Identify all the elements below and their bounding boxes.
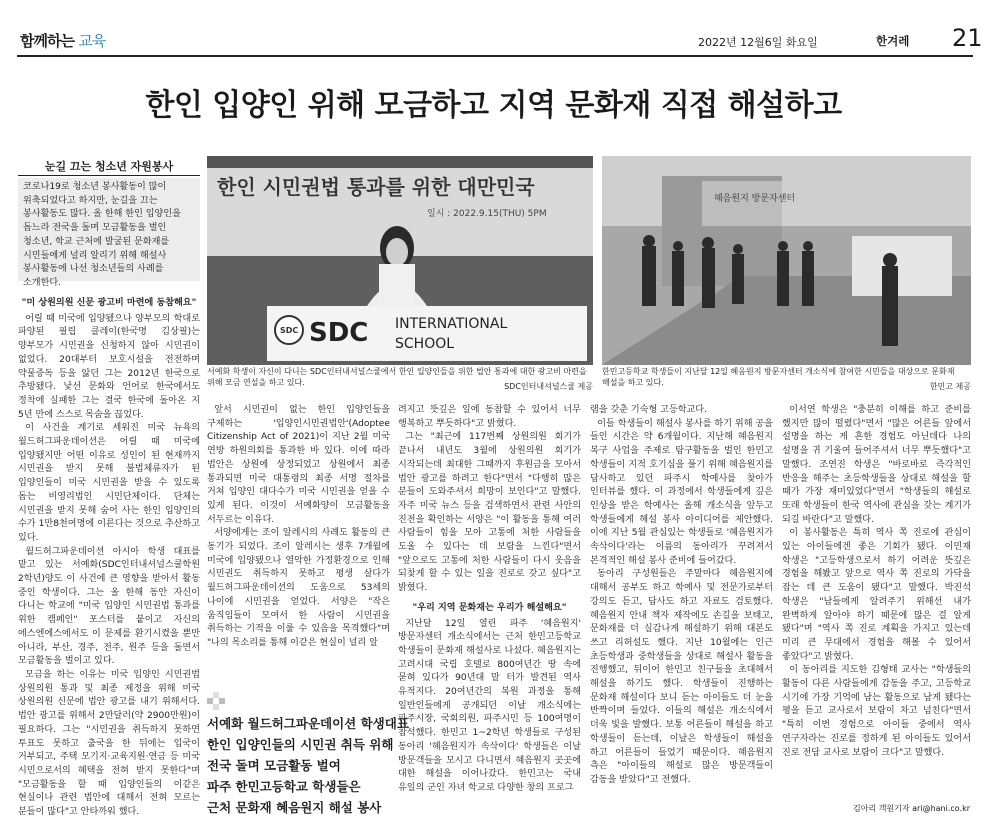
heritage-photo-image (602, 156, 971, 365)
article-paragraph: 모금을 하는 이유는 미국 입양인 시민권법 상원의원 통과 및 최종 제정을 위해 미국 상원의원 신문에 법안 광고를 내기 위해서다. 법안 광고를 위해서 2만달러(약 2900만원)이 필요하다. 그는 "시민권을 취득하지 못하면 투표도 못하고 출국을 한 뒤에는 입국이 거부되고, 주택 모기지·교육지원·연금 등 미국 시민으로서의 혜택을 전혀 받지 못한다"며 "모금활동을 할 때 입양인들의 이같은 현실이나 관련 법안에 대해서 전혀 모르는 분들이 많다"고 안타까워 했다. (18, 669, 200, 818)
intro-text: 코로나19로 청소년 봉사활동이 많이 위축되었다고 하지만, 눈길을 끄는 봉사활동도 많다. 올 한해 한인 입양인을 돕느라 전국을 돌며 모금활동을 벌인 청소년, 학교 근처에 발굴된 문화재를 시민들에게 널리 알리기 위해 해설사 봉사활동에 나선 청소년들의 사례를 소개한다. (23, 182, 181, 288)
section-sub-label: 교육 (78, 32, 106, 50)
section-label: 함께하는 (20, 32, 74, 50)
article-paragraph: 동아리 구성원들은 주말마다 혜음원지에 대해서 공부도 하고 학예사 및 전문가로부터 강의도 듣고, 답사도 하고 자료도 검토했다. 혜음원지 안내 책자 제작에도 손길을 보태고, 문화재를 더 실감나게 해설하기 위해 대본도 쓰고 리허설도 했다. 지난 10월에는 인근 초등학생과 중학생들을 상대로 해설사 활동을 진행했고, 뒤이어 한민고 친구들을 초대해서 해설을 하기도 했다. 학생들이 진행하는 문화재 해설이다 보니 듣는 아이들도 더 눈을 반짝이며 들었다. 이들의 해설은 개소식에서 더욱 빛을 발했다. 보통 어른들이 해설을 하고 학생들이 듣는데, 이날은 학생들이 해설을 하고 어른들이 들었기 때문이다. 혜음원지 측은 "아이들의 해설로 많은 방문객들이 감동을 받았다"고 전했다. (590, 569, 773, 785)
article-column-2 (207, 404, 390, 668)
photo-speech (207, 156, 593, 365)
podium-logo-text: SDC (309, 318, 369, 348)
article-subhead: "미 상원의원 신문 광고비 마련에 동참해요" (21, 298, 197, 308)
issue-date: 2022년 12월6일 화요일 (698, 36, 818, 49)
article-column-5 (782, 404, 971, 799)
sign-text: 혜음원지 방문자센터 (714, 194, 796, 204)
photo2-credit: 한민고 제공 (929, 382, 971, 391)
byline: 김아리 객원기자 ari@hani.co.kr (852, 804, 970, 813)
article-paragraph: 려지고 뜻깊은 일에 동참할 수 있어서 너무 행복하고 뿌듯하다"고 밝혔다. (398, 405, 581, 429)
page-number: 21 (952, 24, 983, 52)
article-subhead: "우리 지역 문화재는 우리가 해설해요" (412, 602, 567, 613)
headline: 한인 입양인 위해 모금하고 지역 문화재 직접 해설하고 (145, 88, 842, 123)
article-column-4 (590, 404, 773, 814)
article-column-1 (18, 291, 200, 818)
banner-date-text: 일시 : 2022.9.15(THU) 5PM (427, 209, 547, 219)
article-paragraph: 이들 학생들이 해설사 봉사를 하기 위해 공을 들인 시간은 약 6개월이다. 지난해 혜음원지 복구 사업을 주제로 탐구활동을 벌인 한민고 학생들이 지적 호기심을 풀기 위해 혜음원지를 답사하고 있던 파주시 학예사를 찾아가 인터뷰를 했다. 이 과정에서 학생들에게 깊은 인상을 받은 학예사는 올해 개소식을 앞두고 학생들에게 해설 봉사 아이디어를 제안했다. 이에 지난 5월 관심있는 학생들로 '혜음원지가 속삭이다'라는 이름의 동아리가 꾸려져서 본격적인 해설 봉사 준비에 들어갔다. (590, 418, 773, 566)
pullquote-line-5: 근처 문화재 혜음원지 해설 봉사 (207, 800, 382, 815)
article-paragraph: 월드허그파운데이션 아시아 학생 대표를 맡고 있는 서예화(SDC인터내셔널스쿨학원 2학년)양도 이 사건에 큰 영향을 받아서 활동 중인 학생이다. 그는 올 한해 동안 자신이 다니는 학교에 "미국 입양인 시민권법 통과를 위한 캠페인" 포스터를 붙이고 자신의 에스엔에스에서도 이 문제를 환기시켰을 뿐만 아니라, 부산, 경주, 전주, 원주 등을 돌면서 모금활동을 벌이고 있다. (18, 546, 200, 667)
photo-heritage (602, 156, 971, 365)
article-paragraph: 서양에게는 조이 알레시의 사례도 활동의 큰 동기가 되었다. 조이 알레시는 생후 7개월에 미국에 입양됐으나 열악한 가정환경으로 인해 시민권도 취득하지 못하고 평생 살다가 월드허그파운데이션의 도움으로 53세의 나이에 시민권을 얻었다. 서양은 "작은 움직임들이 모여서 한 사람이 시민권을 취득하는 기적을 이룰 수 있음을 목격했다"며 "나의 목소리를 통해 이같은 현실이 널리 알 (207, 528, 390, 648)
podium-text-line2: SCHOOL (395, 336, 455, 352)
article-paragraph: 램을 갖춘 기숙형 고등학교다. (590, 405, 707, 415)
article-paragraph: 이서연 학생은 "충분히 이해를 하고 준비를 했지만 많이 떨렸다"면서 "많은 어른들 앞에서 설명을 하는 게 흔한 경험도 아닌데다 나의 설명을 귀 기울여 들어주셔서 너무 뿌듯했다"고 말했다. 조연진 학생은 "바로바로 즉각적인 반응을 해주는 초등학생들을 상대로 해설을 할 때가 가장 재미있었다"면서 "학생들의 해설로 또래 학생들이 한국 역사에 관심을 갖는 계기가 되길 바란다"고 말했다. (782, 405, 971, 525)
newspaper-name: 한겨레 (876, 34, 910, 48)
top-rule (17, 55, 973, 57)
podium-logo-mark: SDC (280, 326, 299, 335)
article-paragraph: 지난달 12일 열린 파주 '혜음원지' 방문자센터 개소식에서는 근처 한민고등학교 학생들이 문화재 해설사로 나섰다. 혜음원지는 고려시대 국립 호텔로 800여년간 땅 속에 묻혀 있다가 90년대 말 터가 발견된 역사 유적지다. 20여년간의 복원 과정을 통해 일반인들에게 공개되던 이날 개소식에는 파주시장, 국회의원, 파주시민 등 100여명이 참석했다. 한민고 1~2학년 학생들로 구성된 동아리 '혜음원지가 속삭이다' 학생들은 이날 방문객들을 모시고 다니면서 혜음원지 곳곳에 대한 해설을 이어나갔다. 한민고는 국내 유일의 군인 자녀 학교로 다양한 창의 프로그 (398, 618, 581, 793)
photo2-caption: 한민고등학교 학생들이 지난달 12일 혜음원지 방문자센터 개소식에 참여한 시민들을 대상으로 문화재 해설을 하고 있다. (602, 367, 955, 387)
photo1-caption: 서예화 학생이 자신이 다니는 SDC인터내셔널스쿨에서 한인 입양인들을 위한 법안 통과에 대한 광고비 마련을 위해 모금 연설을 하고 있다. (207, 367, 587, 387)
banner-text: 한인 시민권법 통과를 위한 대만민국 (217, 175, 535, 199)
pullquote-line-4: 파주 한민고등학교 학생들은 (207, 779, 361, 794)
quote-mark-icon (207, 690, 231, 710)
article-paragraph: 그는 "최근에 117번째 상원의원 회기가 끝나서 내년도 3월에 상원의원 회기가 시작되는데 최대한 그때까지 후원금을 모아서 법안 광고를 하려고 한다"면서 "다행히 많은 분들이 도와주셔서 희망이 보인다"고 말했다. 자주 미국 뉴스 등을 검색하면서 관련 사안의 진전을 확인하는 서양은 "이 활동을 통해 여러 사람들이 힘을 모아 고통에 처한 사람들을 도울 수 있다는 데 보람을 느낀다"면서 "앞으로도 고통에 처한 사람들이 다시 웃음을 되찾게 할 수 있는 일을 진로로 갖고 싶다"고 밝혔다. (398, 432, 581, 594)
quote-mark-glyph (207, 690, 231, 710)
article-column-3 (398, 404, 581, 814)
article-paragraph: 이 봉사활동은 특히 역사 쪽 진로에 관심이 있는 아이들에겐 좋은 기회가 됐다. 이민재 학생은 "고등학생으로서 하기 어려운 뜻깊은 경험을 해봤고 앞으로 역사 쪽 진로의 가닥을 잡는 데 큰 도움이 됐다"고 말했다. 박진석 학생은 "남들에게 알려주기 위해선 내가 완벽하게 알아야 하기 때문에 많은 걸 알게 됐다"며 "역사 쪽 진로 계획을 가지고 있는데 미리 큰 무대에서 경험을 해볼 수 있어서 좋았다"고 밝혔다. (782, 528, 971, 662)
sidebar-title: 눈길 끄는 청소년 자원봉사 (44, 160, 174, 173)
pullquote-line-1: 서예화 월드허그파운데이션 학생대표 (207, 716, 409, 731)
podium-text-line1: INTERNATIONAL (395, 316, 508, 332)
photo1-credit: SDC인터내셔널스쿨 제공 (504, 382, 593, 391)
article-paragraph: 이 동아리를 지도한 김형태 교사는 "학생들의 활동이 다른 사람들에게 감동을 주고, 고등학교 시기에 가장 기억에 남는 활동으로 남게 됐다는 평을 듣고 교사로서 보람이 차고 넘친다"면서 "특히 이번 경험으로 아이들 중에서 역사 연구자라는 진로를 정하게 된 아이들도 있어서 진로 전담 교사로 보람이 크다"고 말했다. (782, 665, 971, 758)
speech-photo-image (207, 156, 593, 365)
section-name (20, 30, 105, 51)
article-paragraph: 이 사건을 계기로 세워진 미국 뉴욕의 월드허그파운데이션은 어릴 때 미국에 입양됐지만 어떤 이유로 성인이 된 현재까지 시민권을 받지 못해 불법체류자가 된 입양인들이 미국 시민권을 받을 수 있도록 돕는 비영리법인 시민단체이다. 단체는 시민권을 받지 못해 숨어 사는 한인 입양인의 수가 1만8천여명에 이른다는 것으로 추산하고 있다. (18, 423, 200, 543)
pullquote-line-2: 한인 입양인들의 시민권 취득 위해 (207, 737, 394, 752)
sidebar-rule (18, 175, 200, 176)
article-paragraph: 앞서 시민권이 없는 한인 입양인들을 구제하는 '입양인시민권법안'(Adoptee Citizenship Act of 2021)이 지난 2월 미국 연방 하원의회를 통과한 바 있다. 이에 따라 법안은 상원에 상정되었고 상원에서 최종 통과되면 미국 대통령의 최종 서명 절차를 거쳐 입양인 대다수가 미국 시민권을 얻을 수 있게 된다. 이것이 서예화양이 모금활동을 서두르는 이유다. (207, 405, 390, 525)
article-paragraph: 어릴 때 미국에 입양됐으나 양부모의 학대로 파양된 필립 클레이(한국명 김상필)는 양부모가 시민권을 신청하지 않아 시민권이 없었다. 20대부터 보호시설을 전전하며 약물중독 등을 앓던 그는 2012년 한국으로 추방됐다. 낯선 문화와 언어로 한국에서도 정착에 실패한 그는 결국 한국에 돌아온 지 5년 만에 스스로 목숨을 끊었다. (18, 313, 200, 420)
pullquote-line-3: 전국 돌며 모금활동 벌여 (207, 758, 341, 773)
